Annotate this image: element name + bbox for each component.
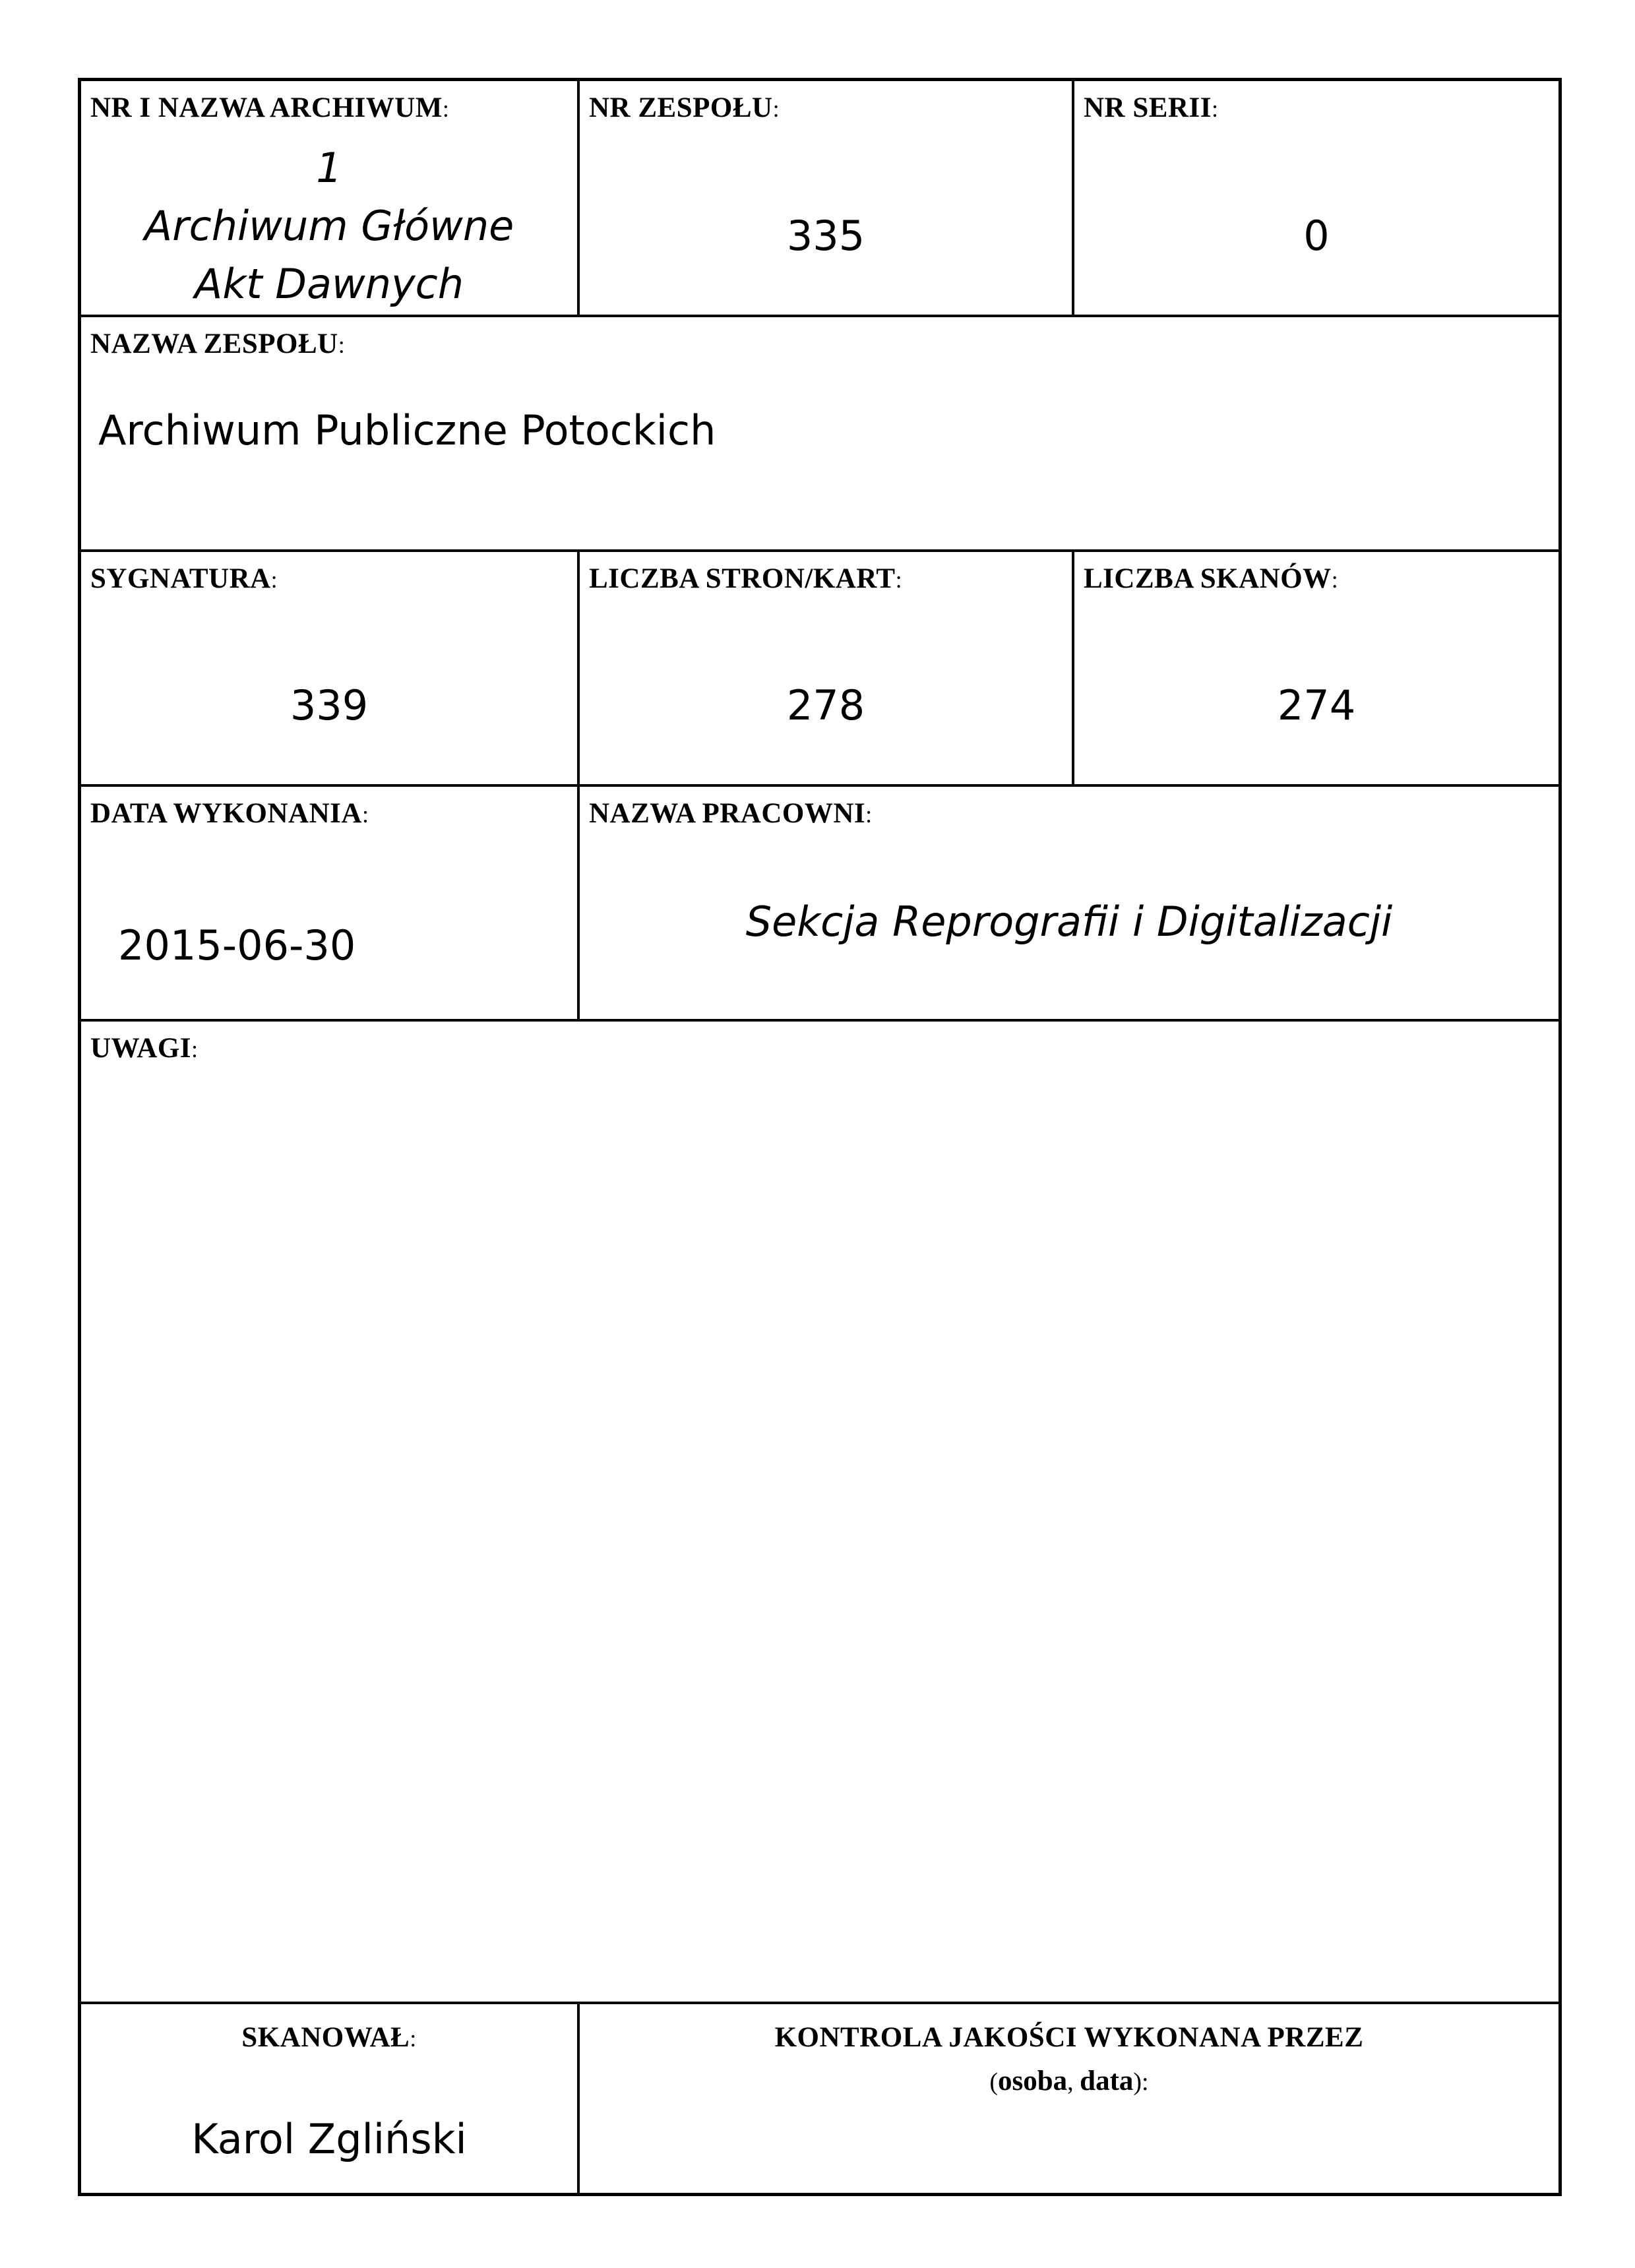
signature-label: SYGNATURA: (90, 563, 278, 594)
cell-fonds-number (577, 81, 1072, 315)
metadata-form (78, 78, 1562, 2196)
scanned-by-value: Karol Zgliński (191, 2115, 467, 2163)
page-count-label: LICZBA STRON/KART: (589, 563, 903, 594)
archive-name-line1: Archiwum Główne (144, 202, 514, 250)
cell-scanned-by (81, 2002, 577, 2193)
cell-date (81, 784, 577, 1019)
cell-signature (81, 549, 577, 784)
scan-count-value: 274 (1277, 681, 1356, 729)
cell-quality-control (577, 2002, 1558, 2193)
fonds-name-value: Archiwum Publiczne Potockich (98, 406, 716, 454)
fonds-name-label: NAZWA ZESPOŁU: (90, 328, 346, 359)
studio-value: Sekcja Reprografii i Digitalizacji (745, 898, 1393, 946)
cell-page-count (577, 549, 1072, 784)
archive-label: NR I NAZWA ARCHIWUM: (90, 92, 450, 123)
studio-label: NAZWA PRACOWNI: (589, 798, 873, 829)
quality-control-sublabel: (osoba, data): (989, 2066, 1149, 2097)
signature-value: 339 (290, 681, 369, 729)
fonds-number-value: 335 (786, 212, 865, 260)
fonds-number-label: NR ZESPOŁU: (589, 92, 780, 123)
cell-fonds-name (81, 315, 1558, 549)
cell-studio (577, 784, 1558, 1019)
cell-series-number (1072, 81, 1558, 315)
cell-scan-count (1072, 549, 1558, 784)
series-number-value: 0 (1303, 212, 1330, 260)
page-count-value: 278 (786, 681, 865, 729)
date-label: DATA WYKONANIA: (90, 798, 369, 829)
cell-notes (81, 1019, 1558, 2002)
notes-label: UWAGI: (90, 1033, 199, 1064)
date-value: 2015-06-30 (118, 921, 356, 969)
archive-name-line2: Akt Dawnych (194, 260, 464, 308)
series-number-label: NR SERII: (1084, 92, 1219, 123)
archive-number: 1 (316, 144, 342, 192)
scan-count-label: LICZBA SKANÓW: (1084, 563, 1339, 594)
cell-archive (81, 81, 577, 315)
scanned-by-label: SKANOWAŁ: (241, 2022, 417, 2053)
quality-control-label: KONTROLA JAKOŚCI WYKONANA PRZEZ (774, 2022, 1364, 2053)
archive-value (81, 139, 577, 313)
